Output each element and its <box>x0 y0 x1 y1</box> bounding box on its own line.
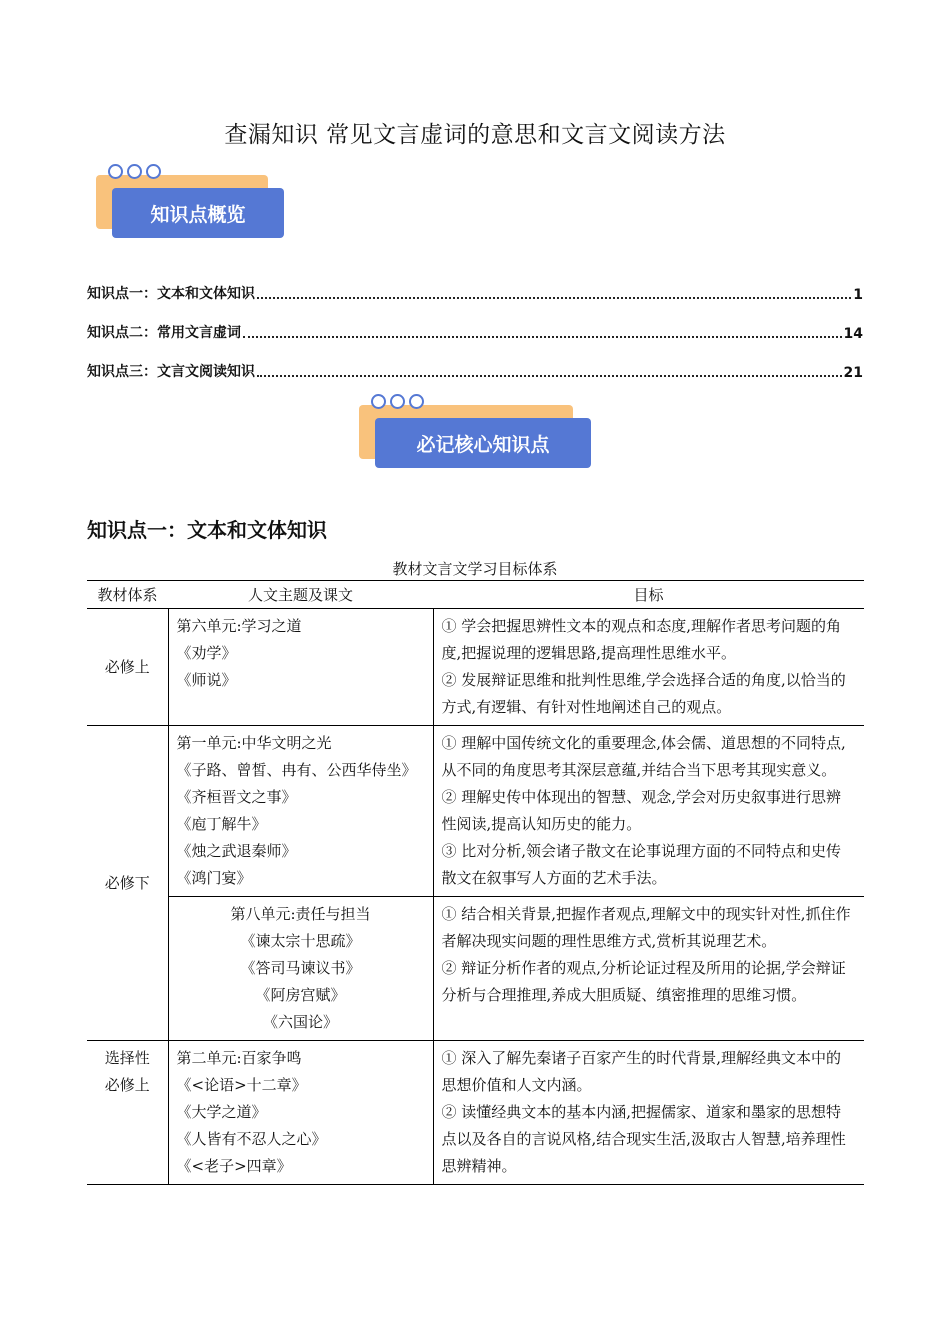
theme-cell <box>168 1041 433 1185</box>
goal-item: ① 理解中国传统文化的重要理念,体会儒、道思想的不同特点,从不同的角度思考其深层意蕴,并结合当下思考其现实意义。 <box>441 734 846 779</box>
toc-page: 14 <box>843 326 863 342</box>
goal-item: ② 发展辩证思维和批判性思维,学会选择合适的角度,以恰当的方式,有逻辑、有针对性地阐述自己的观点。 <box>441 671 846 716</box>
lesson-title: 《庖丁解牛》 <box>176 815 267 833</box>
ring-icon <box>371 394 386 409</box>
goal-item: ② 理解史传中体现出的智慧、观念,学会对历史叙事进行思辨性阅读,提高认知历史的能力。 <box>441 788 842 833</box>
toc-page: 21 <box>843 365 863 381</box>
toc-label: 知识点一：文本和文体知识 <box>87 286 255 302</box>
lesson-title: 《劝学》 <box>176 644 237 662</box>
table-row <box>87 609 864 726</box>
lesson-title: 《大学之道》 <box>176 1103 267 1121</box>
lesson-title: 《六国论》 <box>262 1013 338 1031</box>
toc-leader <box>243 336 842 338</box>
unit-title: 第六单元:学习之道 <box>176 617 302 635</box>
goal-item: ② 辩证分析作者的观点,分析论证过程及所用的论据,学会辩证分析与合理推理,养成大胆质疑、缜密推理的思维习惯。 <box>441 959 846 1004</box>
column-header: 教材体系 <box>87 581 168 609</box>
ring-icon <box>146 164 161 179</box>
unit-title: 第八单元:责任与担当 <box>230 905 371 923</box>
table-row <box>87 1041 864 1185</box>
theme-cell <box>168 726 433 897</box>
lesson-title: 《师说》 <box>176 671 237 689</box>
toc-page: 1 <box>853 287 863 303</box>
lesson-title: 《阿房宫赋》 <box>255 986 346 1004</box>
ring-icon <box>390 394 405 409</box>
toc-label: 知识点三：文言文阅读知识 <box>87 364 255 380</box>
system-label: 必修上 <box>104 1076 150 1094</box>
column-header: 人文主题及课文 <box>168 581 433 609</box>
lesson-title: 《鸿门宴》 <box>176 869 252 887</box>
system-cell: 必修下 <box>87 726 168 1041</box>
table-row <box>87 726 864 897</box>
table-caption: 教材文言文学习目标体系 <box>392 560 558 578</box>
goal-item: ③ 比对分析,领会诸子散文在论事说理方面的不同特点和史传散文在叙事写人方面的艺术手法。 <box>441 842 842 887</box>
core-badge <box>359 390 593 474</box>
overview-badge-label: 知识点概览 <box>112 188 284 238</box>
goals-table <box>87 580 864 1185</box>
lesson-title: 《子路、曾皙、冉有、公西华侍坐》 <box>176 761 417 779</box>
lesson-title: 《谏太宗十思疏》 <box>240 932 361 950</box>
table-row <box>87 897 864 1041</box>
goal-item: ① 深入了解先秦诸子百家产生的时代背景,理解经典文本中的思想价值和人文内涵。 <box>441 1049 842 1094</box>
lesson-title: 《人皆有不忍人之心》 <box>176 1130 327 1148</box>
toc-entry-1[interactable] <box>87 283 863 303</box>
system-cell: 必修上 <box>87 609 168 726</box>
ring-icon <box>127 164 142 179</box>
system-cell <box>87 1041 168 1185</box>
goal-item: ② 读懂经典文本的基本内涵,把握儒家、道家和墨家的思想特点以及各自的言说风格,结合现实生活,汲取古人智慧,培养理性思辨精神。 <box>441 1103 846 1175</box>
page-title: 查漏知识 常见文言虚词的意思和文言文阅读方法 <box>224 122 726 148</box>
lesson-title: 《<老子>四章》 <box>176 1157 292 1175</box>
table-header-row <box>87 581 864 609</box>
toc-entry-3[interactable] <box>87 361 863 381</box>
lesson-title: 《答司马谏议书》 <box>240 959 361 977</box>
toc-entry-2[interactable] <box>87 322 863 342</box>
system-label: 选择性 <box>104 1049 150 1067</box>
goal-item: ① 结合相关背景,把握作者观点,理解文中的现实针对性,抓住作者解决现实问题的理性思维方式,赏析其说理艺术。 <box>441 905 851 950</box>
goal-item: ① 学会把握思辨性文本的观点和态度,理解作者思考问题的角度,把握说理的逻辑思路,提高理性思维水平。 <box>441 617 842 662</box>
ring-icon <box>409 394 424 409</box>
lesson-title: 《<论语>十二章》 <box>176 1076 307 1094</box>
goals-cell <box>433 1041 864 1185</box>
theme-cell <box>168 897 433 1041</box>
unit-title: 第二单元:百家争鸣 <box>176 1049 302 1067</box>
ring-icon <box>108 164 123 179</box>
section-heading: 知识点一：文本和文体知识 <box>87 518 327 542</box>
toc-leader <box>257 375 842 377</box>
goals-cell <box>433 609 864 726</box>
lesson-title: 《烛之武退秦师》 <box>176 842 297 860</box>
goals-cell <box>433 897 864 1041</box>
lesson-title: 《齐桓晋文之事》 <box>176 788 297 806</box>
toc-label: 知识点二：常用文言虚词 <box>87 325 241 341</box>
column-header: 目标 <box>433 581 864 609</box>
toc-leader <box>257 297 851 299</box>
overview-badge <box>96 160 288 244</box>
core-badge-label: 必记核心知识点 <box>375 418 591 468</box>
goals-cell <box>433 726 864 897</box>
unit-title: 第一单元:中华文明之光 <box>176 734 332 752</box>
theme-cell <box>168 609 433 726</box>
